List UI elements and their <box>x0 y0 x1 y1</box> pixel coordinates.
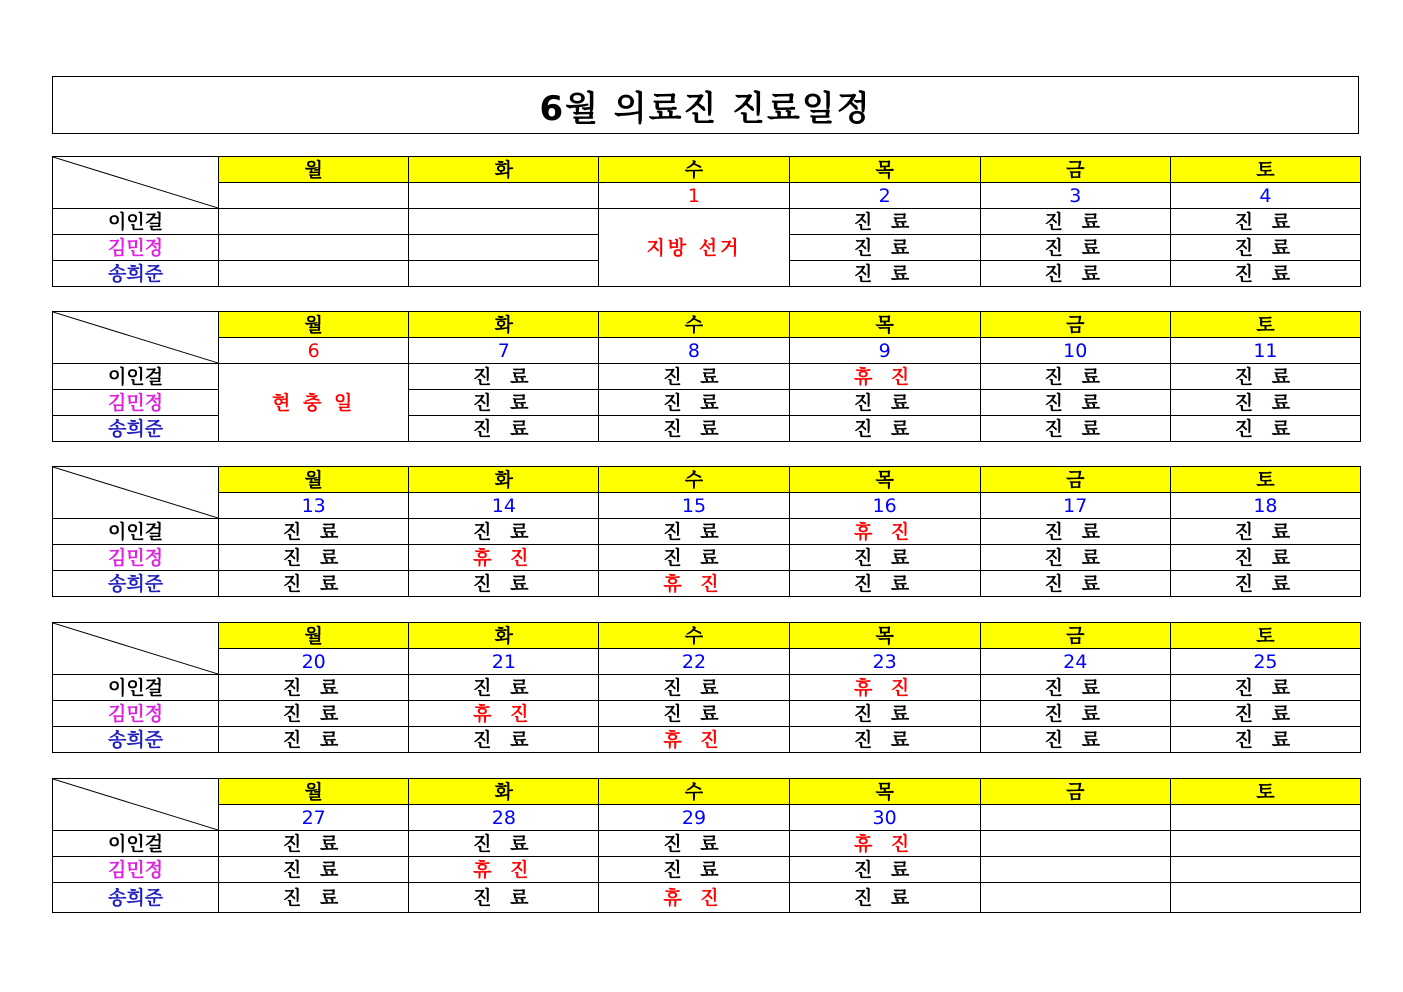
weekday-tue: 화 <box>409 312 599 338</box>
status-cell: 진 료 <box>409 519 599 545</box>
doctor-row <box>53 701 1361 727</box>
status-cell <box>409 235 599 261</box>
corner-cell <box>53 779 219 831</box>
corner-cell <box>53 623 219 675</box>
weekday-tue: 화 <box>409 623 599 649</box>
date-cell: 17 <box>980 493 1170 519</box>
date-cell: 30 <box>789 805 980 831</box>
status-cell: 진 료 <box>789 235 980 261</box>
doctor-row <box>53 545 1361 571</box>
date-cell <box>409 183 599 209</box>
status-cell: 진 료 <box>1170 571 1360 597</box>
status-cell: 진 료 <box>1170 235 1360 261</box>
status-cell: 진 료 <box>409 364 599 390</box>
status-cell <box>1170 857 1360 883</box>
doctor-name: 김민정 <box>53 390 219 416</box>
status-cell: 진 료 <box>409 727 599 753</box>
doctor-row <box>53 364 1361 390</box>
weekday-header-row <box>53 623 1361 649</box>
weekday-thu: 목 <box>789 623 980 649</box>
status-cell: 진 료 <box>409 571 599 597</box>
doctor-name: 이인걸 <box>53 831 219 857</box>
date-cell: 18 <box>1170 493 1360 519</box>
status-cell: 진 료 <box>980 235 1170 261</box>
weekday-sat: 토 <box>1170 157 1360 183</box>
doctor-name: 송희준 <box>53 571 219 597</box>
date-cell: 29 <box>599 805 789 831</box>
weekday-mon: 월 <box>219 623 409 649</box>
date-cell: 15 <box>599 493 789 519</box>
status-cell: 진 료 <box>599 701 789 727</box>
status-cell: 진 료 <box>219 883 409 913</box>
doctor-row <box>53 571 1361 597</box>
weekday-thu: 목 <box>789 779 980 805</box>
date-row <box>53 338 1361 364</box>
date-cell: 4 <box>1170 183 1360 209</box>
corner-cell <box>53 157 219 209</box>
date-cell: 22 <box>599 649 789 675</box>
date-cell: 27 <box>219 805 409 831</box>
date-cell: 24 <box>980 649 1170 675</box>
status-cell: 휴 진 <box>409 545 599 571</box>
date-cell: 20 <box>219 649 409 675</box>
status-cell: 진 료 <box>1170 209 1360 235</box>
status-cell: 진 료 <box>599 831 789 857</box>
status-cell: 진 료 <box>599 519 789 545</box>
doctor-row <box>53 675 1361 701</box>
status-cell <box>980 857 1170 883</box>
weekday-header-row <box>53 157 1361 183</box>
weekday-tue: 화 <box>409 779 599 805</box>
date-cell: 25 <box>1170 649 1360 675</box>
status-cell <box>1170 883 1360 913</box>
status-cell: 진 료 <box>1170 416 1360 442</box>
page-title-box <box>52 76 1359 134</box>
week-table-3 <box>52 466 1361 597</box>
status-cell: 휴 진 <box>409 701 599 727</box>
doctor-name: 김민정 <box>53 235 219 261</box>
status-cell: 진 료 <box>409 675 599 701</box>
status-cell: 진 료 <box>980 701 1170 727</box>
status-cell <box>409 209 599 235</box>
status-cell: 휴 진 <box>789 519 980 545</box>
status-cell: 진 료 <box>980 727 1170 753</box>
weekday-mon: 월 <box>219 312 409 338</box>
date-cell: 1 <box>599 183 789 209</box>
week-table-4 <box>52 622 1361 753</box>
weekday-wed: 수 <box>599 157 789 183</box>
date-cell: 6 <box>219 338 409 364</box>
week-table-1 <box>52 156 1361 287</box>
weekday-wed: 수 <box>599 312 789 338</box>
status-cell: 진 료 <box>1170 261 1360 287</box>
doctor-name: 송희준 <box>53 416 219 442</box>
status-cell: 진 료 <box>219 727 409 753</box>
date-cell <box>980 805 1170 831</box>
status-cell <box>219 235 409 261</box>
status-cell: 진 료 <box>1170 545 1360 571</box>
status-cell <box>980 831 1170 857</box>
weekday-fri: 금 <box>980 779 1170 805</box>
weekday-fri: 금 <box>980 467 1170 493</box>
status-cell: 진 료 <box>980 390 1170 416</box>
date-cell: 8 <box>599 338 789 364</box>
weekday-fri: 금 <box>980 157 1170 183</box>
status-cell: 진 료 <box>1170 701 1360 727</box>
status-cell <box>409 261 599 287</box>
date-cell: 10 <box>980 338 1170 364</box>
status-cell: 휴 진 <box>409 857 599 883</box>
status-cell: 진 료 <box>219 571 409 597</box>
week-table-5 <box>52 778 1361 913</box>
status-cell: 진 료 <box>599 390 789 416</box>
status-cell: 진 료 <box>789 857 980 883</box>
doctor-name: 이인걸 <box>53 209 219 235</box>
doctor-row <box>53 209 1361 235</box>
status-cell: 진 료 <box>599 545 789 571</box>
status-cell <box>219 261 409 287</box>
status-cell: 휴 진 <box>599 727 789 753</box>
weekday-wed: 수 <box>599 467 789 493</box>
date-cell: 11 <box>1170 338 1360 364</box>
doctor-name: 이인걸 <box>53 519 219 545</box>
status-cell: 진 료 <box>980 416 1170 442</box>
status-cell: 진 료 <box>409 390 599 416</box>
status-cell: 진 료 <box>789 390 980 416</box>
date-cell: 2 <box>789 183 980 209</box>
status-cell: 진 료 <box>409 831 599 857</box>
date-row <box>53 649 1361 675</box>
status-cell: 휴 진 <box>599 571 789 597</box>
doctor-name: 김민정 <box>53 545 219 571</box>
weekday-wed: 수 <box>599 779 789 805</box>
status-cell: 진 료 <box>789 209 980 235</box>
week-table-2 <box>52 311 1361 442</box>
status-cell: 진 료 <box>789 883 980 913</box>
status-cell: 진 료 <box>599 675 789 701</box>
status-cell: 진 료 <box>599 857 789 883</box>
status-cell: 진 료 <box>599 364 789 390</box>
doctor-name: 송희준 <box>53 727 219 753</box>
doctor-row <box>53 519 1361 545</box>
status-cell: 진 료 <box>1170 390 1360 416</box>
date-cell <box>1170 805 1360 831</box>
status-cell: 진 료 <box>1170 519 1360 545</box>
doctor-row <box>53 727 1361 753</box>
status-cell: 진 료 <box>789 571 980 597</box>
status-cell: 휴 진 <box>599 883 789 913</box>
weekday-sat: 토 <box>1170 312 1360 338</box>
doctor-name: 송희준 <box>53 261 219 287</box>
weekday-thu: 목 <box>789 312 980 338</box>
weekday-header-row <box>53 312 1361 338</box>
status-cell: 진 료 <box>219 831 409 857</box>
status-cell: 진 료 <box>980 209 1170 235</box>
status-cell: 진 료 <box>599 416 789 442</box>
weekday-header-row <box>53 467 1361 493</box>
weekday-fri: 금 <box>980 623 1170 649</box>
weekday-sat: 토 <box>1170 779 1360 805</box>
status-cell: 진 료 <box>219 545 409 571</box>
status-cell: 진 료 <box>219 857 409 883</box>
holiday-cell: 현 충 일 <box>219 364 409 442</box>
date-cell: 16 <box>789 493 980 519</box>
doctor-row <box>53 831 1361 857</box>
date-cell: 9 <box>789 338 980 364</box>
doctor-name: 김민정 <box>53 857 219 883</box>
date-cell: 13 <box>219 493 409 519</box>
status-cell: 진 료 <box>789 261 980 287</box>
status-cell: 진 료 <box>980 675 1170 701</box>
doctor-row <box>53 857 1361 883</box>
weekday-mon: 월 <box>219 467 409 493</box>
status-cell: 진 료 <box>980 545 1170 571</box>
date-row <box>53 493 1361 519</box>
status-cell: 진 료 <box>789 545 980 571</box>
status-cell: 진 료 <box>980 261 1170 287</box>
weekday-thu: 목 <box>789 157 980 183</box>
status-cell: 진 료 <box>980 571 1170 597</box>
date-cell: 28 <box>409 805 599 831</box>
weekday-mon: 월 <box>219 157 409 183</box>
weekday-tue: 화 <box>409 467 599 493</box>
status-cell: 진 료 <box>1170 727 1360 753</box>
doctor-row <box>53 883 1361 913</box>
status-cell: 진 료 <box>980 364 1170 390</box>
date-row <box>53 183 1361 209</box>
corner-cell <box>53 467 219 519</box>
holiday-cell: 지방 선거 <box>599 209 789 287</box>
status-cell: 진 료 <box>789 701 980 727</box>
date-cell: 3 <box>980 183 1170 209</box>
doctor-name: 송희준 <box>53 883 219 913</box>
weekday-fri: 금 <box>980 312 1170 338</box>
status-cell <box>1170 831 1360 857</box>
date-row <box>53 805 1361 831</box>
status-cell: 진 료 <box>789 416 980 442</box>
status-cell: 진 료 <box>409 883 599 913</box>
doctor-name: 이인걸 <box>53 364 219 390</box>
date-cell: 23 <box>789 649 980 675</box>
status-cell: 진 료 <box>219 519 409 545</box>
weekday-header-row <box>53 779 1361 805</box>
status-cell: 진 료 <box>219 675 409 701</box>
corner-cell <box>53 312 219 364</box>
date-cell: 14 <box>409 493 599 519</box>
status-cell: 휴 진 <box>789 831 980 857</box>
page-title: 6월 의료진 진료일정 <box>539 88 872 129</box>
status-cell: 진 료 <box>980 519 1170 545</box>
status-cell: 진 료 <box>789 727 980 753</box>
weekday-mon: 월 <box>219 779 409 805</box>
status-cell <box>980 883 1170 913</box>
status-cell: 휴 진 <box>789 364 980 390</box>
weekday-thu: 목 <box>789 467 980 493</box>
doctor-name: 이인걸 <box>53 675 219 701</box>
status-cell: 진 료 <box>219 701 409 727</box>
date-cell: 21 <box>409 649 599 675</box>
weekday-sat: 토 <box>1170 467 1360 493</box>
status-cell: 휴 진 <box>789 675 980 701</box>
weekday-tue: 화 <box>409 157 599 183</box>
date-cell <box>219 183 409 209</box>
date-cell: 7 <box>409 338 599 364</box>
status-cell: 진 료 <box>1170 364 1360 390</box>
weekday-wed: 수 <box>599 623 789 649</box>
status-cell: 진 료 <box>1170 675 1360 701</box>
status-cell <box>219 209 409 235</box>
weekday-sat: 토 <box>1170 623 1360 649</box>
status-cell: 진 료 <box>409 416 599 442</box>
doctor-name: 김민정 <box>53 701 219 727</box>
